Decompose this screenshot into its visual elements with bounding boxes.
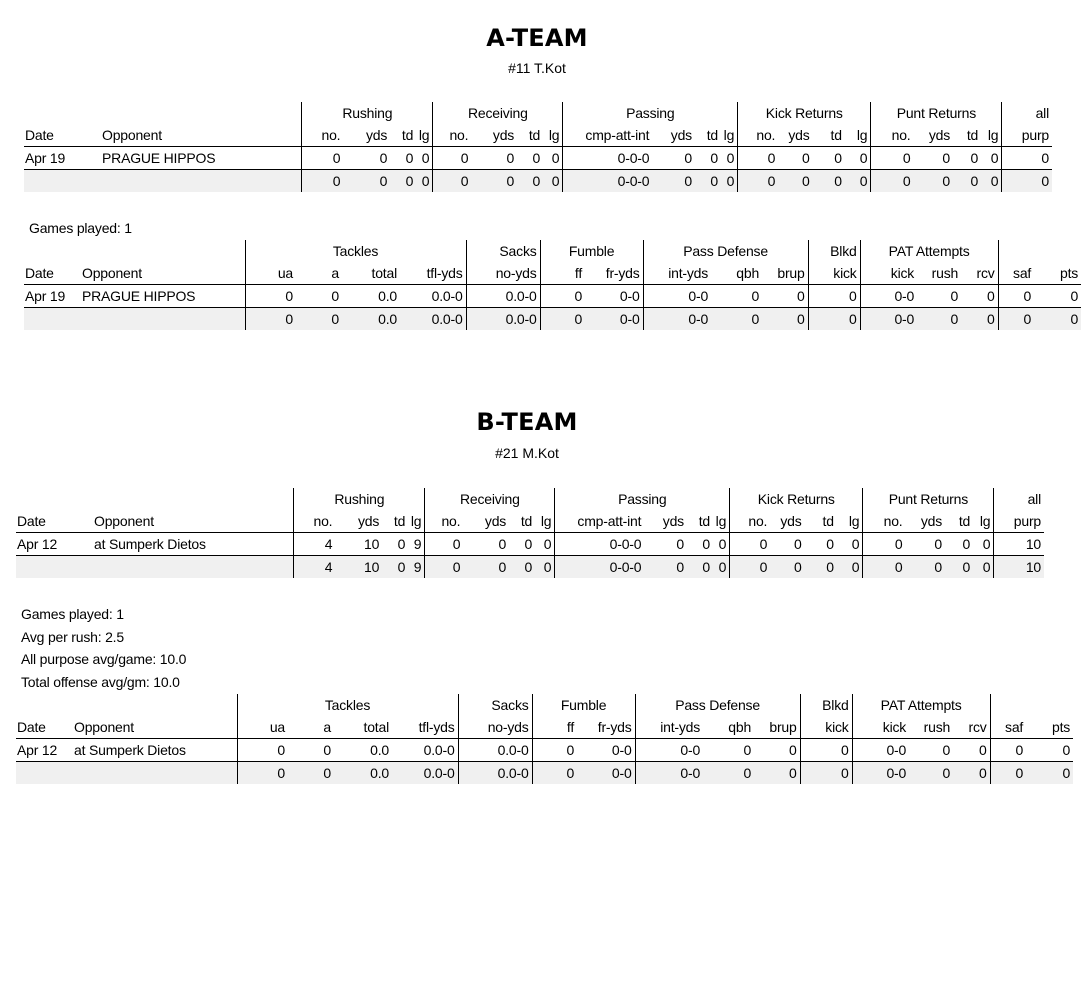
cell: 0	[871, 170, 914, 193]
col-header: Opponent	[94, 510, 294, 533]
col-header: no.	[871, 124, 914, 147]
games-played-note: Games played: 1	[21, 606, 124, 622]
cell: 0	[416, 147, 433, 170]
col-header: no-yds	[458, 716, 532, 739]
cell	[102, 170, 302, 193]
col-header: no.	[302, 124, 344, 147]
cell	[24, 170, 102, 193]
cell: 0	[913, 170, 953, 193]
cell: 0	[382, 533, 408, 556]
cell: 0	[532, 739, 577, 762]
cell: 0	[543, 170, 563, 193]
col-header: int-yds	[635, 716, 703, 739]
col-header: lg	[416, 124, 433, 147]
col-header: no.	[433, 124, 471, 147]
group-fumble: Fumble	[532, 694, 635, 716]
cell: 0	[343, 147, 390, 170]
cell: 0	[540, 285, 585, 308]
col-header: yds	[778, 124, 812, 147]
cell: 0.0	[342, 285, 400, 308]
group-kick-returns: Kick Returns	[730, 488, 863, 510]
cell: 0	[288, 739, 334, 762]
cell: 0	[237, 762, 288, 785]
cell: 0	[998, 308, 1034, 331]
cell: 0	[416, 170, 433, 193]
group-rushing: Rushing	[294, 488, 425, 510]
cell: 0	[813, 147, 845, 170]
col-header: total	[342, 262, 400, 285]
cell: 0	[711, 285, 762, 308]
group-tackles: Tackles	[237, 694, 458, 716]
cell: 0	[909, 762, 953, 785]
table-row	[24, 147, 1052, 170]
col-header: lg	[845, 124, 871, 147]
col-header: yds	[343, 124, 390, 147]
cell: 0-0	[860, 285, 917, 308]
cell: 0	[953, 739, 990, 762]
col-header: yds	[463, 510, 509, 533]
col-header: no.	[425, 510, 463, 533]
col-header: yds	[913, 124, 953, 147]
cell: 4	[294, 556, 336, 579]
col-header: qbh	[711, 262, 762, 285]
cell: 0	[762, 285, 808, 308]
cell: 0	[535, 533, 555, 556]
cell: 0	[296, 285, 342, 308]
cell: 0	[471, 147, 517, 170]
col-header: yds	[471, 124, 517, 147]
col-header: lg	[973, 510, 994, 533]
col-header: ff	[540, 262, 585, 285]
col-header: kick	[852, 716, 909, 739]
team-title: B-TEAM	[476, 408, 578, 436]
cell: 0-0	[577, 762, 635, 785]
cell: 0	[945, 556, 973, 579]
group-punt-returns: Punt Returns	[863, 488, 994, 510]
cell: 0-0	[585, 285, 643, 308]
cell: 0	[652, 170, 695, 193]
col-header: no-yds	[466, 262, 540, 285]
totals-row	[24, 170, 1052, 193]
group-punt-returns: Punt Returns	[871, 102, 1002, 124]
col-header: lg	[721, 124, 738, 147]
team-title: A-TEAM	[486, 24, 588, 52]
cell: 0	[721, 170, 738, 193]
cell: 0	[695, 170, 721, 193]
cell: 9	[408, 533, 425, 556]
cell: 0	[517, 147, 543, 170]
cell: 0.0	[334, 739, 392, 762]
cell: 0	[953, 170, 981, 193]
totals-row	[16, 762, 1073, 785]
cell: 0	[845, 170, 871, 193]
cell: 0	[1026, 739, 1073, 762]
group-receiving: Receiving	[425, 488, 555, 510]
group-blkd: Blkd	[808, 240, 860, 262]
cell: 0-0	[635, 739, 703, 762]
cell: 0	[1034, 308, 1081, 331]
cell: 0	[463, 556, 509, 579]
col-header: Date	[24, 124, 102, 147]
cell: 0	[913, 147, 953, 170]
col-header: td	[390, 124, 416, 147]
cell: 0	[917, 285, 961, 308]
col-header: a	[288, 716, 334, 739]
cell: 0.0-0	[392, 762, 458, 785]
cell: 0	[905, 533, 945, 556]
col-header: td	[945, 510, 973, 533]
cell: 0.0-0	[400, 308, 466, 331]
all-purpose-avg-note: All purpose avg/game: 10.0	[21, 651, 187, 667]
col-header: ff	[532, 716, 577, 739]
table-row	[24, 285, 1081, 308]
group-pass-defense: Pass Defense	[635, 694, 800, 716]
cell: 0	[805, 533, 837, 556]
cell: 0-0	[852, 762, 909, 785]
col-header: cmp-att-int	[555, 510, 644, 533]
cell: 0	[382, 556, 408, 579]
cell: 0	[778, 170, 812, 193]
cell: 0	[245, 308, 296, 331]
cell: 0	[288, 762, 334, 785]
col-header: lg	[837, 510, 863, 533]
cell: 0.0	[334, 762, 392, 785]
cell: 0	[687, 556, 713, 579]
table-row	[16, 533, 1044, 556]
cell: 0	[687, 533, 713, 556]
cell: 0	[905, 556, 945, 579]
totals-row	[24, 308, 1081, 331]
cell: 0	[390, 147, 416, 170]
col-header: pts	[1026, 716, 1073, 739]
cell: 0-0-0	[555, 533, 644, 556]
cell: 0	[425, 556, 463, 579]
group-kick-returns: Kick Returns	[738, 102, 871, 124]
col-header: yds	[644, 510, 687, 533]
col-header: tfl-yds	[392, 716, 458, 739]
cell: PRAGUE HIPPOS	[81, 285, 245, 308]
cell	[73, 762, 237, 785]
col-header: total	[334, 716, 392, 739]
cell: 10	[994, 556, 1044, 579]
cell: 0	[981, 170, 1002, 193]
cell: 0	[990, 762, 1026, 785]
cell: 10	[994, 533, 1044, 556]
cell: 0	[540, 308, 585, 331]
cell: 0	[1002, 147, 1052, 170]
cell	[16, 556, 94, 579]
cell: 0	[945, 533, 973, 556]
col-header: Date	[16, 510, 94, 533]
cell: 0-0	[643, 285, 711, 308]
col-header: td	[687, 510, 713, 533]
group-pat-attempts: PAT Attempts	[852, 694, 990, 716]
group-all: all	[1035, 105, 1049, 121]
cell: 0	[730, 533, 771, 556]
cell	[81, 308, 245, 331]
cell: 0	[800, 739, 852, 762]
cell: 0	[644, 556, 687, 579]
defense-table	[16, 694, 1073, 784]
cell: 0	[917, 308, 961, 331]
cell: 0	[778, 147, 812, 170]
col-header: Date	[24, 262, 81, 285]
cell: 0	[713, 556, 730, 579]
cell: 0	[813, 170, 845, 193]
cell: 0-0	[860, 308, 917, 331]
cell: 0	[973, 556, 994, 579]
col-header: fr-yds	[577, 716, 635, 739]
cell: 0-0	[852, 739, 909, 762]
col-header: brup	[754, 716, 800, 739]
col-header: pts	[1034, 262, 1081, 285]
total-offense-avg-note: Total offense avg/gm: 10.0	[21, 674, 180, 690]
group-pass-defense: Pass Defense	[643, 240, 808, 262]
col-header: int-yds	[643, 262, 711, 285]
col-header: yds	[335, 510, 382, 533]
cell: 0	[1026, 762, 1073, 785]
col-header: lg	[535, 510, 555, 533]
group-passing: Passing	[555, 488, 730, 510]
cell: 0	[863, 556, 906, 579]
cell: 0	[652, 147, 695, 170]
col-header: yds	[770, 510, 804, 533]
col-header: a	[296, 262, 342, 285]
col-header: kick	[808, 262, 860, 285]
cell: 0	[237, 739, 288, 762]
cell: 0	[754, 739, 800, 762]
group-rushing: Rushing	[302, 102, 433, 124]
cell: 0	[738, 147, 779, 170]
cell: 0	[762, 308, 808, 331]
col-header: kick	[800, 716, 852, 739]
cell: 0	[998, 285, 1034, 308]
cell: 0	[981, 147, 1002, 170]
cell: 10	[335, 556, 382, 579]
cell: 0	[390, 170, 416, 193]
col-header: rcv	[953, 716, 990, 739]
cell: 0	[738, 170, 779, 193]
col-header: td	[695, 124, 721, 147]
cell: 0.0	[342, 308, 400, 331]
defense-table	[24, 240, 1081, 330]
cell: 0-0-0	[563, 147, 652, 170]
col-header: no.	[730, 510, 771, 533]
col-header: Date	[16, 716, 73, 739]
avg-per-rush-note: Avg per rush: 2.5	[21, 629, 124, 645]
col-header: td	[805, 510, 837, 533]
cell	[24, 308, 81, 331]
group-tackles: Tackles	[245, 240, 466, 262]
cell: 0	[837, 556, 863, 579]
col-header: brup	[762, 262, 808, 285]
cell: 0	[509, 533, 535, 556]
cell: 0.0-0	[458, 739, 532, 762]
cell: 0	[703, 762, 754, 785]
col-header: td	[813, 124, 845, 147]
cell: 0	[837, 533, 863, 556]
cell: Apr 19	[24, 285, 81, 308]
cell: 0	[1034, 285, 1081, 308]
col-header: lg	[543, 124, 563, 147]
cell: 0	[302, 170, 344, 193]
cell: Apr 12	[16, 739, 73, 762]
col-header: no.	[863, 510, 906, 533]
player-name: #21 M.Kot	[495, 445, 559, 461]
cell: 0	[543, 147, 563, 170]
cell: 0-0	[635, 762, 703, 785]
cell: 0	[808, 308, 860, 331]
col-header: rush	[917, 262, 961, 285]
cell: 0	[845, 147, 871, 170]
offense-table	[24, 102, 1052, 192]
cell: 0	[695, 147, 721, 170]
col-header: no.	[738, 124, 779, 147]
cell: 4	[294, 533, 336, 556]
cell: 0	[953, 147, 981, 170]
totals-row	[16, 556, 1044, 579]
col-header: lg	[981, 124, 1002, 147]
cell: 0	[973, 533, 994, 556]
col-header: saf	[990, 716, 1026, 739]
cell: 0.0-0	[400, 285, 466, 308]
col-header: cmp-att-int	[563, 124, 652, 147]
cell: 0	[863, 533, 906, 556]
col-header: td	[382, 510, 408, 533]
cell: 0-0	[585, 308, 643, 331]
col-header: lg	[713, 510, 730, 533]
cell: 0	[953, 762, 990, 785]
cell: 0	[961, 308, 998, 331]
cell: 0	[871, 147, 914, 170]
col-header: ua	[237, 716, 288, 739]
player-name: #11 T.Kot	[508, 60, 566, 76]
group-pat-attempts: PAT Attempts	[860, 240, 998, 262]
cell: at Sumperk Dietos	[94, 533, 294, 556]
cell	[94, 556, 294, 579]
cell: 0	[509, 556, 535, 579]
col-header: qbh	[703, 716, 754, 739]
col-header: tfl-yds	[400, 262, 466, 285]
group-passing: Passing	[563, 102, 738, 124]
col-header: rcv	[961, 262, 998, 285]
cell: 0	[805, 556, 837, 579]
cell: 0	[1002, 170, 1052, 193]
cell: 0.0-0	[392, 739, 458, 762]
group-sacks: Sacks	[458, 694, 532, 716]
cell: 0	[721, 147, 738, 170]
cell: 0	[296, 308, 342, 331]
cell: 9	[408, 556, 425, 579]
cell: 0	[463, 533, 509, 556]
cell: 0	[800, 762, 852, 785]
cell	[16, 762, 73, 785]
cell: 0	[644, 533, 687, 556]
cell: 0-0	[643, 308, 711, 331]
col-header: Opponent	[73, 716, 237, 739]
cell: Apr 19	[24, 147, 102, 170]
cell: 0	[535, 556, 555, 579]
cell: 0	[517, 170, 543, 193]
col-header: purp	[994, 510, 1044, 533]
offense-table	[16, 488, 1044, 578]
group-receiving: Receiving	[433, 102, 563, 124]
col-header: no.	[294, 510, 336, 533]
col-header: lg	[408, 510, 425, 533]
cell: 0	[754, 762, 800, 785]
cell: at Sumperk Dietos	[73, 739, 237, 762]
cell: 0	[471, 170, 517, 193]
cell: 0	[961, 285, 998, 308]
col-header: saf	[998, 262, 1034, 285]
cell: 0	[770, 533, 804, 556]
cell: 0	[343, 170, 390, 193]
cell: 0	[245, 285, 296, 308]
games-played-note: Games played: 1	[29, 220, 132, 236]
col-header: kick	[860, 262, 917, 285]
cell: 0	[425, 533, 463, 556]
cell: 0	[703, 739, 754, 762]
cell: 0	[909, 739, 953, 762]
cell: 0	[713, 533, 730, 556]
cell: 0	[711, 308, 762, 331]
cell: 0	[990, 739, 1026, 762]
cell: 0.0-0	[466, 285, 540, 308]
cell: 0	[433, 170, 471, 193]
group-fumble: Fumble	[540, 240, 643, 262]
col-header: purp	[1002, 124, 1052, 147]
cell: 0.0-0	[466, 308, 540, 331]
col-header: Opponent	[102, 124, 302, 147]
col-header: yds	[905, 510, 945, 533]
cell: 0	[302, 147, 344, 170]
group-blkd: Blkd	[800, 694, 852, 716]
col-header: yds	[652, 124, 695, 147]
cell: 0-0-0	[555, 556, 644, 579]
col-header: td	[953, 124, 981, 147]
cell: 0	[433, 147, 471, 170]
cell: 0	[532, 762, 577, 785]
cell: 0-0	[577, 739, 635, 762]
cell: 0.0-0	[458, 762, 532, 785]
cell: 0	[808, 285, 860, 308]
col-header: td	[517, 124, 543, 147]
col-header: td	[509, 510, 535, 533]
col-header: ua	[245, 262, 296, 285]
col-header: rush	[909, 716, 953, 739]
table-row	[16, 739, 1073, 762]
cell: Apr 12	[16, 533, 94, 556]
cell: 10	[335, 533, 382, 556]
group-sacks: Sacks	[466, 240, 540, 262]
group-all: all	[1027, 491, 1041, 507]
col-header: Opponent	[81, 262, 245, 285]
cell: PRAGUE HIPPOS	[102, 147, 302, 170]
cell: 0-0-0	[563, 170, 652, 193]
cell: 0	[770, 556, 804, 579]
col-header: fr-yds	[585, 262, 643, 285]
cell: 0	[730, 556, 771, 579]
